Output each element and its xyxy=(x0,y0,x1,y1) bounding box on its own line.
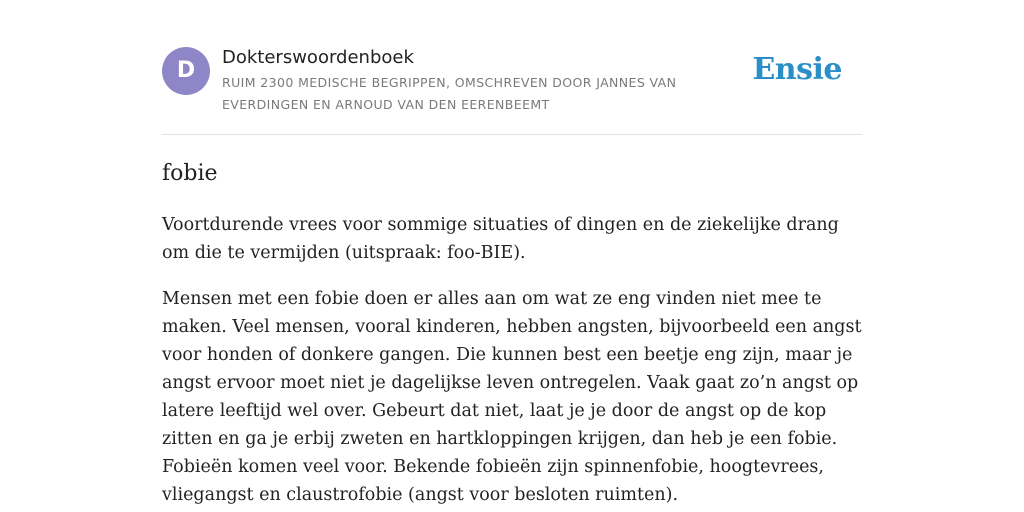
page-container xyxy=(162,0,862,509)
entry-definition: Voortdurende vrees voor sommige situaties of dingen en de ziekelijke drang om die te vermijden (uitspraak: foo-BIE). xyxy=(162,215,839,263)
source-avatar[interactable]: D xyxy=(162,47,210,95)
source-title-link[interactable]: Dokterswoordenboek xyxy=(222,47,414,68)
entry-term: fobie xyxy=(162,161,218,186)
source-subtitle: RUIM 2300 MEDISCHE BEGRIPPEN, OMSCHREVEN DOOR JANNES VAN EVERDINGEN EN ARNOUD VAN DEN EERENBEEMT xyxy=(222,75,677,112)
entry-explanation: Mensen met een fobie doen er alles aan om wat ze eng vinden niet mee te maken. Veel mensen, vooral kinderen, hebben angsten, bijvoorbeeld een angst voor honden of donkere gangen. Die kunnen best een beetje eng zijn, maar je angst ervoor moet niet je dagelijkse leven ontregelen. Vaak gaat zo’n angst op latere leeftijd wel over. Gebeurt dat niet, laat je je door de angst op de kop zitten en ga je erbij zweten en hartkloppingen krijgen, dan heb je een fobie. Fobieën komen veel voor. Bekende fobieën zijn spinnenfobie, hoogtevrees, vliegangst en claustrofobie (angst voor besloten ruimten). xyxy=(162,289,862,505)
ensie-logo-link[interactable]: Ensie xyxy=(752,52,842,87)
source-header xyxy=(162,0,862,135)
